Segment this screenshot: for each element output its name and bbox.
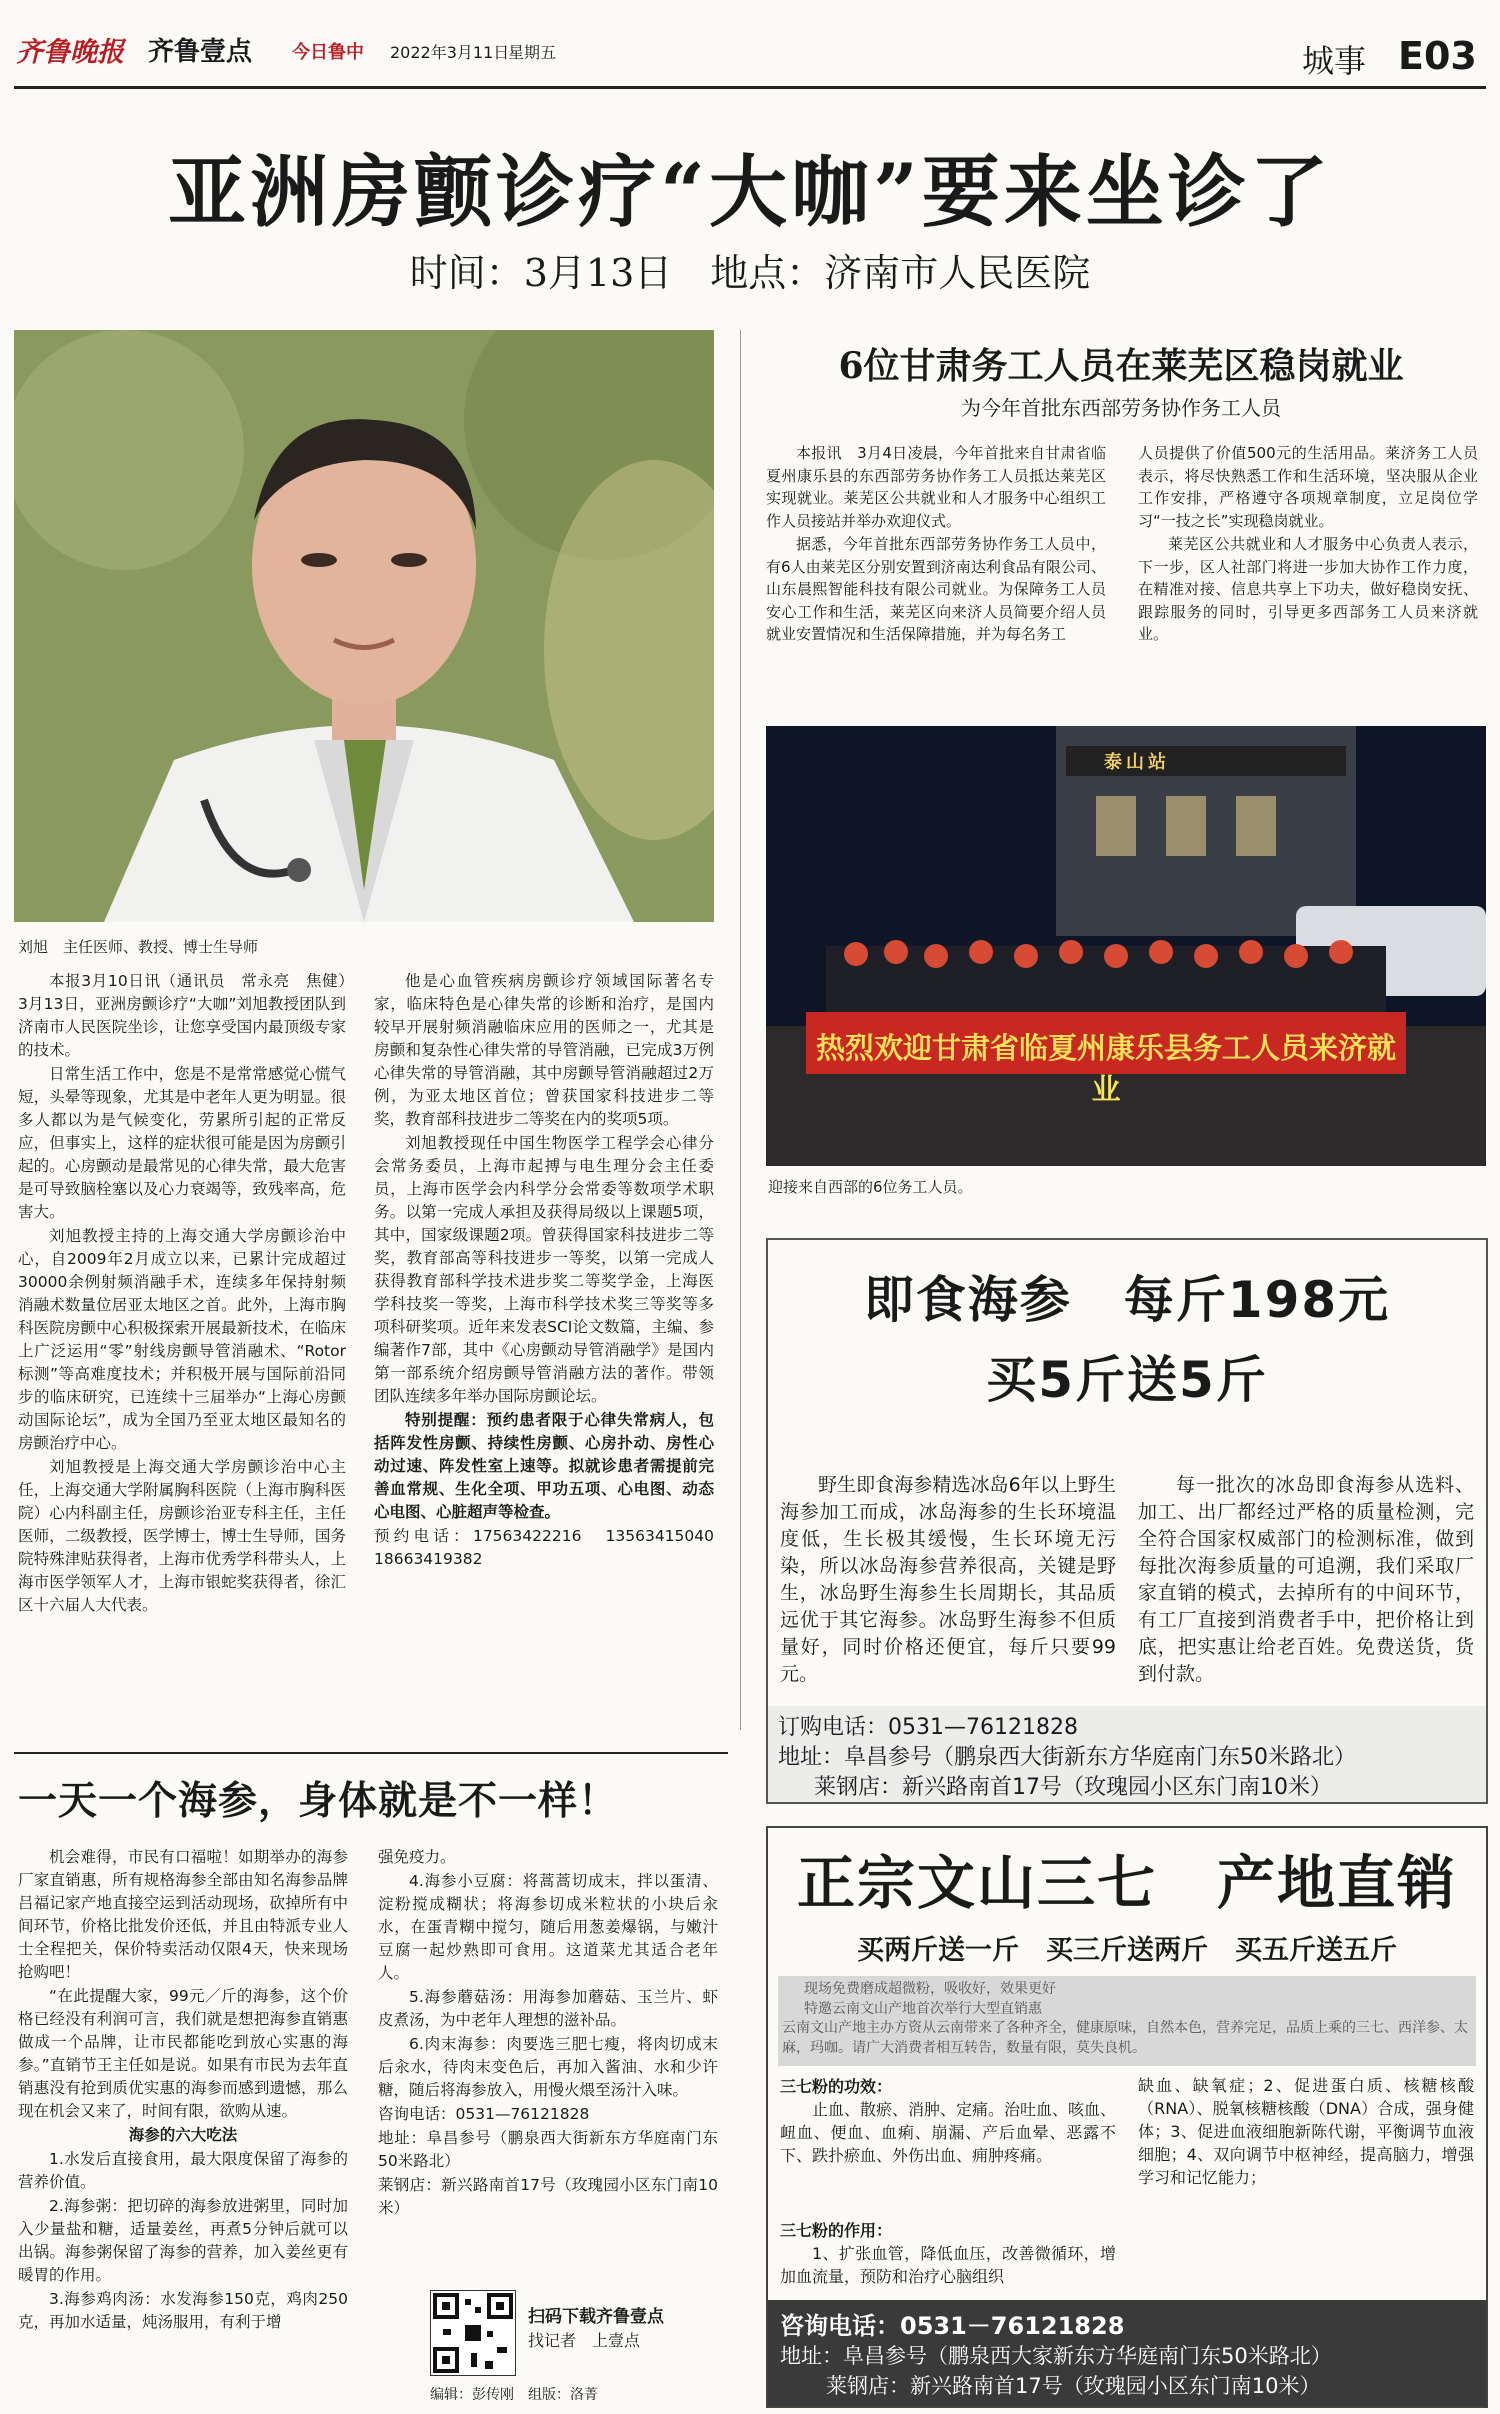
sanqi-ad [766, 1826, 1488, 2408]
main-story-column-2 [374, 970, 730, 1572]
seacucumber-story-paragraph: 4.海参小豆腐：将蒿蒿切成末，拌以蛋清、淀粉搅成糊状；将海参切成米粒状的小块后汆水，在蛋青糊中搅匀，随后用葱姜爆锅，与嫩汁豆腐一起炒熟即可食用。这道菜尤其适合老年人。 [378, 1872, 718, 1982]
sanqi-ad-intro-1: 现场免费磨成超微粉，吸收好，效果更好 [804, 1981, 1056, 1997]
doctor-photo [14, 330, 714, 922]
masthead-brand-logo: 齐鲁壹点 [148, 37, 253, 67]
sanqi-ad-title: 正宗文山三七 产地直销 [796, 1849, 1457, 1917]
main-story-booking-phone: 预约电话：17563422216 13563415040 18663419382 [374, 1527, 730, 1568]
main-story-paragraph: 他是心血管疾病房颤诊疗领域国际著名专家，临床特色是心律失常的诊断和治疗，是国内较早开展射频消融临床应用的医师之一，尤其是房颤和复杂性心律失常的导管消融，已完成3万例心律失常的导管消融，其中房颤导管消融超过2万例，为亚太地区首位；曾获国家科技进步二等奖，教育部科技进步二等奖在内的奖项5项。 [374, 972, 714, 1128]
qr-code[interactable] [430, 2290, 516, 2376]
seacucumber-story-paragraph: 机会难得，市民有口福啦！如期举办的海参厂家直销惠，所有规格海参全部由知名海参品牌吕福记家产地直接空运到活动现场，砍掉所有中间环节，价格比批发价还低，并且由特派专业人士全程把关，保价特卖活动仅限4天，快来现场抢购吧！ [18, 1848, 348, 1981]
seacucumber-headline: 一天一个海参，身体就是不一样！ [18, 1778, 619, 1824]
seacucumber-ad-phone: 订购电话：0531—76121828 [778, 1715, 1078, 1740]
sanqi-ad-intro-2: 特邀云南文山产地首次举行大型直销惠 [804, 2001, 1042, 2017]
sanqi-func-right: 缺血、缺氧症；2、促进蛋白质、核糖核酸（RNA）、脱氧核糖核酸（DNA）合成，强身健体；3、促进血液细胞新陈代谢，平衡调节血液细胞；4、双向调节中枢神经，提高脑力，增强学习和记忆能力； [1138, 2076, 1474, 2187]
gansu-column-1 [766, 442, 1106, 647]
sanqi-func-title: 三七粉的功效： [780, 2077, 893, 2096]
seacucumber-story-paragraph: 1.水发后直接食用，最大限度保留了海参的营养价值。 [18, 2150, 348, 2191]
gansu-paragraph: 人员提供了价值500元的生活用品。莱济务工人员表示，将尽快熟悉工作和生活环境，坚决服从企业工作安排，严格遵守各项规章制度，立足岗位学习“一技之长”实现稳岗就业。 [1138, 444, 1478, 530]
workers-photo-caption: 迎接来自西部的6位务工人员。 [768, 1178, 973, 1196]
seacucumber-story-branch: 莱钢店：新兴路南首17号（玫瑰园小区东门南10米） [378, 2176, 718, 2217]
main-story-paragraph: 日常生活工作中，您是不是常常感觉心慌气短，头晕等现象，尤其是中老年人更为明显。很多人都以为是气候变化，劳累所引起的正常反应，但事实上，这样的症状很可能是因为房颤引起的。心房颤动是最常见的心律失常，最大危害是可导致脑栓塞以及心力衰竭等，致残率高，危害大。 [18, 1065, 346, 1221]
seacucumber-ad [766, 1238, 1488, 1804]
qr-code-icon [431, 2291, 515, 2375]
seacucumber-story-column-1 [18, 1846, 348, 2335]
seacucumber-ad-paragraph: 野生即食海参精选冰岛6年以上野生海参加工而成，冰岛海参的生长环境温度低，生长极其缓慢，生长环境无污染，所以冰岛海参营养很高，关键是野生，冰岛野生海参生长周期长，其品质远优于其它海参。冰岛野生海参不但质量好，同时价格还便宜，每斤只要99元。 [780, 1474, 1116, 1685]
main-story-reminder: 特别提醒：预约患者限于心律失常病人，包括阵发性房颤、持续性房颤、心房扑动、房性心动过速、阵发性室上速等。拟就诊患者需提前完善血常规、生化全项、甲功五项、心电图、动态心电图、心脏超声等检查。 [374, 1411, 714, 1521]
doctor-photo-art [14, 330, 714, 922]
seacucumber-recipes-title: 海参的六大吃法 [128, 2126, 238, 2144]
main-story-column-1 [18, 970, 362, 1618]
sanqi-ad-phone: 咨询电话：0531－76121828 [780, 2312, 1125, 2340]
seacucumber-ad-col-1 [780, 1472, 1116, 1689]
seacucumber-ad-line1: 即食海参 每斤198元 [863, 1271, 1391, 1329]
gansu-paragraph: 本报讯 3月4日凌晨，今年首批来自甘肃省临夏州康乐县的东西部劳务协作务工人员抵达莱芜区实现就业。莱芜区公共就业和人才服务中心组织工作人员接站并举办欢迎仪式。 [766, 444, 1106, 530]
main-headline: 亚洲房颤诊疗“大咖”要来坐诊了 [168, 147, 1332, 238]
masthead-rule [14, 86, 1486, 89]
sanqi-use-text: 1、扩张血管，降低血压，改善微循环，增加血流量，预防和治疗心脑组织 [780, 2244, 1116, 2286]
seacucumber-ad-address-2: 莱钢店：新兴路南首17号（玫瑰园小区东门南10米） [814, 1775, 1332, 1800]
section-rule [14, 1752, 728, 1754]
seacucumber-story-column-2 [378, 1846, 718, 2221]
column-divider [740, 330, 741, 1730]
main-story-paragraph: 刘旭教授主持的上海交通大学房颤诊治中心，自2009年2月成立以来，已累计完成超过30000余例射频消融手术，连续多年保持射频消融术数量位居亚太地区之首。此外，上海市胸科医院房颤中心积极探索开展最新技术，在临床上广泛运用“零”射线房颤导管消融术、“Rotor标测”等高难度技术；并积极开展与国际前沿同步的临床研究，已连续十三届举办“上海心房颤动国际论坛”，成为全国乃至亚太地区最知名的房颤治疗中心。 [18, 1227, 346, 1452]
section-name: 城事 [1302, 42, 1367, 80]
qr-caption-2: 找记者 上壹点 [528, 2331, 641, 2350]
main-story-paragraph: 刘旭教授现任中国生物医学工程学会心律分会常务委员，上海市起搏与电生理分会主任委员，上海市医学会内科学分会常委等数项学术职务。以第一完成人承担及获得局级以上课题5项，其中，国家级课题2项。曾获得国家科技进步二等奖，教育部高等科技进步一等奖，以第一完成人获得教育部科学技术进步奖二等奖学金，上海医学科技奖一等奖，上海市科学技术奖三等奖等多项科研奖项。近年来发表SCI论文数篇，主编、参编著作7部，其中《心房颤动导管消融学》是国内第一部系统介绍房颤导管消融方法的著作。带领团队连续多年举办国际房颤论坛。 [374, 1134, 714, 1405]
seacucumber-story-phone: 咨询电话：0531—76121828 [378, 2105, 590, 2123]
seacucumber-story-paragraph: “在此提醒大家，99元／斤的海参，这个价格已经没有利润可言，我们就是想把海参直销惠做成一个品牌，让市民都能吃到放心实惠的海参。”直销节王主任如是说。如果有市民为去年直销惠没有抢到质优实惠的海参而感到遗憾，那么现在机会又来了，时间有限，欲购从速。 [18, 1987, 348, 2120]
page-number: E03 [1398, 34, 1477, 78]
qr-caption-1: 扫码下载齐鲁壹点 [528, 2307, 664, 2327]
sanqi-ad-address-1: 地址：阜昌参号（鹏泉西大家新东方华庭南门东50米路北） [780, 2344, 1332, 2368]
seacucumber-story-paragraph: 3.海参鸡肉汤：水发海参150克，鸡肉250克，再加水适量，炖汤服用，有利于增 [18, 2290, 348, 2331]
seacucumber-story-paragraph: 6.肉末海参：肉要选三肥七瘦，将肉切成末后汆水，待肉末变色后，再加入酱油、水和少许糖，随后将海参放入，用慢火煨至汤汁入味。 [378, 2035, 718, 2099]
sanqi-ad-offer: 买两斤送一斤 买三斤送两斤 买五斤送五斤 [857, 1935, 1397, 1966]
main-subhead: 时间：3月13日 地点：济南市人民医院 [409, 251, 1091, 295]
main-story-paragraph: 本报3月10日讯（通讯员 常永亮 焦健） 3月13日，亚洲房颤诊疗“大咖”刘旭教授团队到济南市人民医院坐诊，让您享受国内最顶级专家的技术。 [18, 972, 362, 1059]
seacucumber-ad-line2: 买5斤送5斤 [986, 1351, 1268, 1409]
seacucumber-ad-col-2 [1138, 1472, 1474, 1689]
gansu-paragraph: 据悉，今年首批东西部劳务协作务工人员中，有6人由莱芜区分别安置到济南达利食品有限公司、山东晨熙智能科技有限公司就业。为保障务工人员安心工作和生活，莱芜区向来济人员简要介绍人员就业安置情况和生活保障措施，并为每名务工 [766, 535, 1106, 643]
station-sign: 泰山站 [1104, 752, 1170, 773]
masthead-weekday: 星期五 [508, 43, 557, 62]
seacucumber-story-paragraph: 2.海参粥：把切碎的海参放进粥里，同时加入少量盐和糖，适量姜丝，再煮5分钟后就可以出锅。海参粥保留了海参的营养，加入姜丝更有暖胃的作用。 [18, 2197, 348, 2284]
seacucumber-ad-address-1: 地址：阜昌参号（鹏泉西大街新东方华庭南门东50米路北） [778, 1745, 1356, 1770]
seacucumber-story-paragraph: 强免疫力。 [378, 1848, 456, 1866]
sanqi-ad-intro-3: 云南文山产地主办方资从云南带来了各种齐全，健康原味，自然本色，营养完足，品质上乘的三七、西洋参、太麻，玛咖。请广大消费者相互转告，数量有限，莫失良机。 [782, 2020, 1468, 2056]
gansu-headline: 6位甘肃务工人员在莱芜区稳岗就业 [838, 345, 1404, 387]
gansu-paragraph: 莱芜区公共就业和人才服务中心负责人表示，下一步，区人社部门将进一步加大协作工作力度，在精准对接、信息共享上下功夫，做好稳岗安抚、跟踪服务的同时，引导更多西部务工人员来济就业。 [1138, 535, 1478, 643]
main-story-paragraph: 刘旭教授是上海交通大学房颤诊治中心主任，上海交通大学附属胸科医院（上海市胸科医院）心内科副主任，房颤诊治亚专科主任，主任医师，二级教授，医学博士，博士生导师，国务院特殊津贴获得者，上海市优秀学科带头人，上海市医学领军人才，上海市银蛇奖获得者，徐汇区十六届人大代表。 [18, 1458, 346, 1614]
gansu-column-2 [1138, 442, 1478, 647]
welcome-banner: 热烈欢迎甘肃省临夏州康乐县务工人员来济就业 [815, 1031, 1396, 1106]
editor-credit: 编辑：彭传刚 组版：洛菁 [430, 2387, 598, 2403]
sanqi-func-left: 止血、散瘀、消肿、定痛。治吐血、咳血、衄血、便血、血痢、崩漏、产后血晕、恶露不下、跌扑瘀血、外伤出血、痈肿疼痛。 [780, 2100, 1117, 2165]
masthead-paper-logo: 齐鲁晚报 [16, 37, 124, 68]
seacucumber-story-paragraph: 5.海参蘑菇汤：用海参加蘑菇、玉兰片、虾皮煮汤，为中老年人理想的滋补品。 [378, 1988, 718, 2029]
seacucumber-story-address: 地址：阜昌参号（鹏泉西大街新东方华庭南门东50米路北） [378, 2129, 718, 2170]
sanqi-use-title: 三七粉的作用： [780, 2221, 893, 2240]
workers-photo [766, 726, 1486, 1166]
masthead-edition: 今日鲁中 [292, 42, 364, 63]
sanqi-ad-address-2: 莱钢店：新兴路南首17号（玫瑰园小区东门南10米） [826, 2374, 1321, 2398]
gansu-subhead: 为今年首批东西部劳务协作务工人员 [961, 396, 1281, 420]
masthead-date: 2022年3月11日 [390, 43, 510, 62]
seacucumber-ad-paragraph: 每一批次的冰岛即食海参从选料、加工、出厂都经过严格的质量检测，完全符合国家权威部门的检测标准，做到每批次海参质量的可追溯，我们采取厂家直销的模式，去掉所有的中间环节，有工厂直接到消费者手中，把价格让到底，把实惠让给老百姓。免费送货，货到付款。 [1138, 1474, 1474, 1685]
doctor-photo-caption: 刘旭 主任医师、教授、博士生导师 [18, 938, 259, 956]
